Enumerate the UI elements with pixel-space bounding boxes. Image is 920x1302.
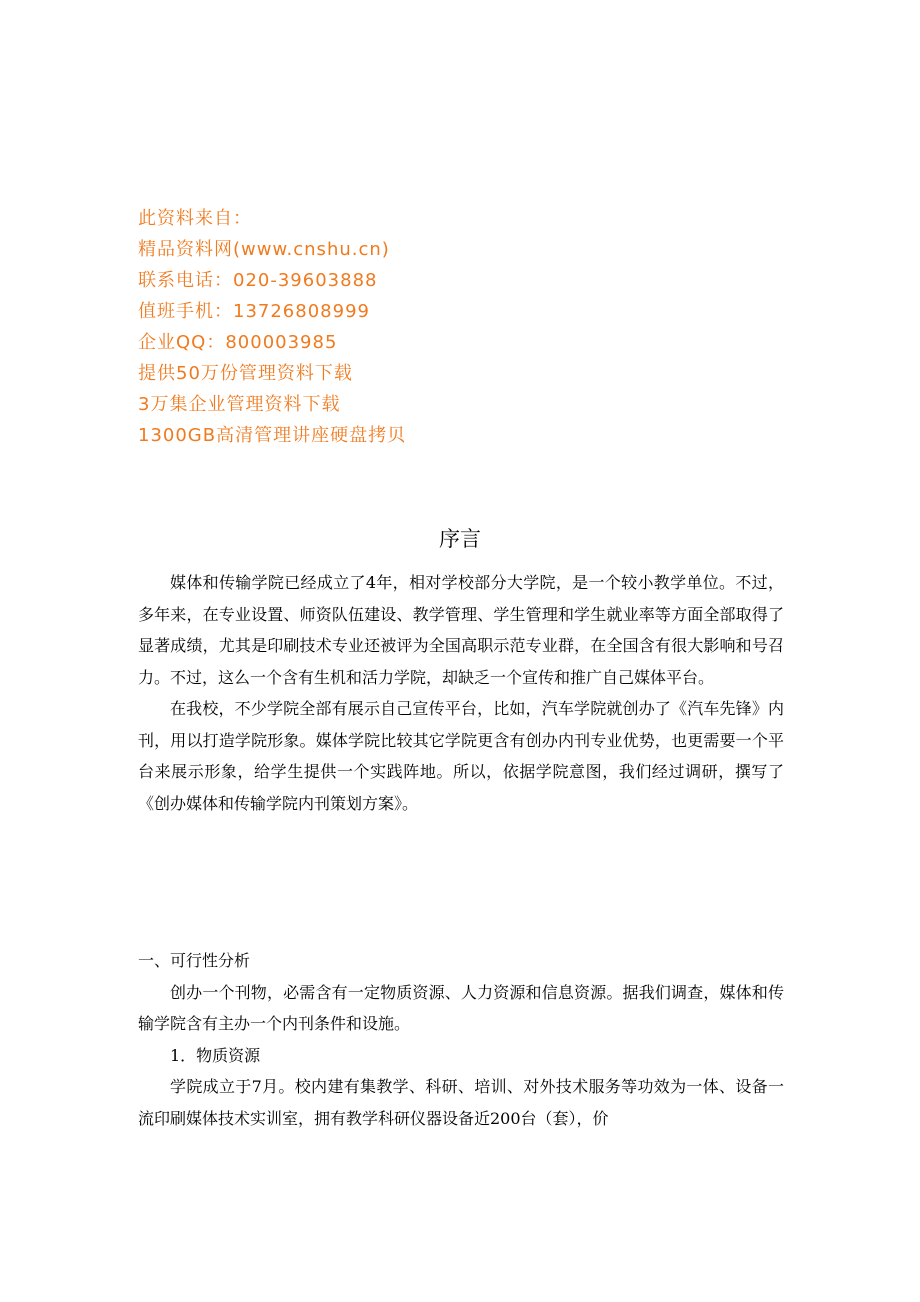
promo-disk-line: 1300GB高清管理讲座硬盘拷贝 <box>138 425 407 446</box>
intro-section <box>138 567 784 819</box>
promo-mobile-line: 值班手机：13726808999 <box>138 301 370 322</box>
promo-video-line: 3万集企业管理资料下载 <box>138 394 341 415</box>
promo-source-line: 此资料来自： <box>138 208 252 229</box>
intro-paragraph-2: 在我校，不少学院全部有展示自己宣传平台，比如，汽车学院就创办了《汽车先锋》内刊，用以打造学院形象。媒体学院比较其它学院更含有创办内刊专业优势，也更需要一个平台来展示形象，给学生提供一个实践阵地。所以，依据学院意图，我们经过调研，撰写了《创办媒体和传输学院内刊策划方案》。 <box>138 699 784 813</box>
promo-download-line: 提供50万份管理资料下载 <box>138 363 353 384</box>
promo-qq-line: 企业QQ：800003985 <box>138 332 338 353</box>
document-title: 序言 <box>439 527 481 551</box>
subsection-paragraph: 学院成立于7月。校内建有集教学、科研、培训、对外技术服务等功效为一体、设备一流印刷媒体技术实训室，拥有教学科研仪器设备近200台（套），价 <box>138 1077 784 1128</box>
section-paragraph: 创办一个刊物，必需含有一定物质资源、人力资源和信息资源。据我们调查，媒体和传输学院含有主办一个内刊条件和设施。 <box>138 982 784 1033</box>
feasibility-section <box>138 945 784 1134</box>
promo-block <box>138 203 558 451</box>
promo-website-line: 精品资料网(www.cnshu.cn) <box>138 239 390 260</box>
section-heading: 一、可行性分析 <box>138 951 251 970</box>
intro-paragraph-1: 媒体和传输学院已经成立了4年，相对学校部分大学院，是一个较小教学单位。不过，多年来，在专业设置、师资队伍建设、教学管理、学生管理和学生就业率等方面全部取得了显著成绩，尤其是印刷技术专业还被评为全国高职示范专业群，在全国含有很大影响和号召力。不过，这么一个含有生机和活力学院，却缺乏一个宣传和推广自己媒体平台。 <box>138 573 784 687</box>
promo-phone-line: 联系电话：020-39603888 <box>138 270 378 291</box>
subsection-heading: 1．物质资源 <box>170 1045 261 1065</box>
